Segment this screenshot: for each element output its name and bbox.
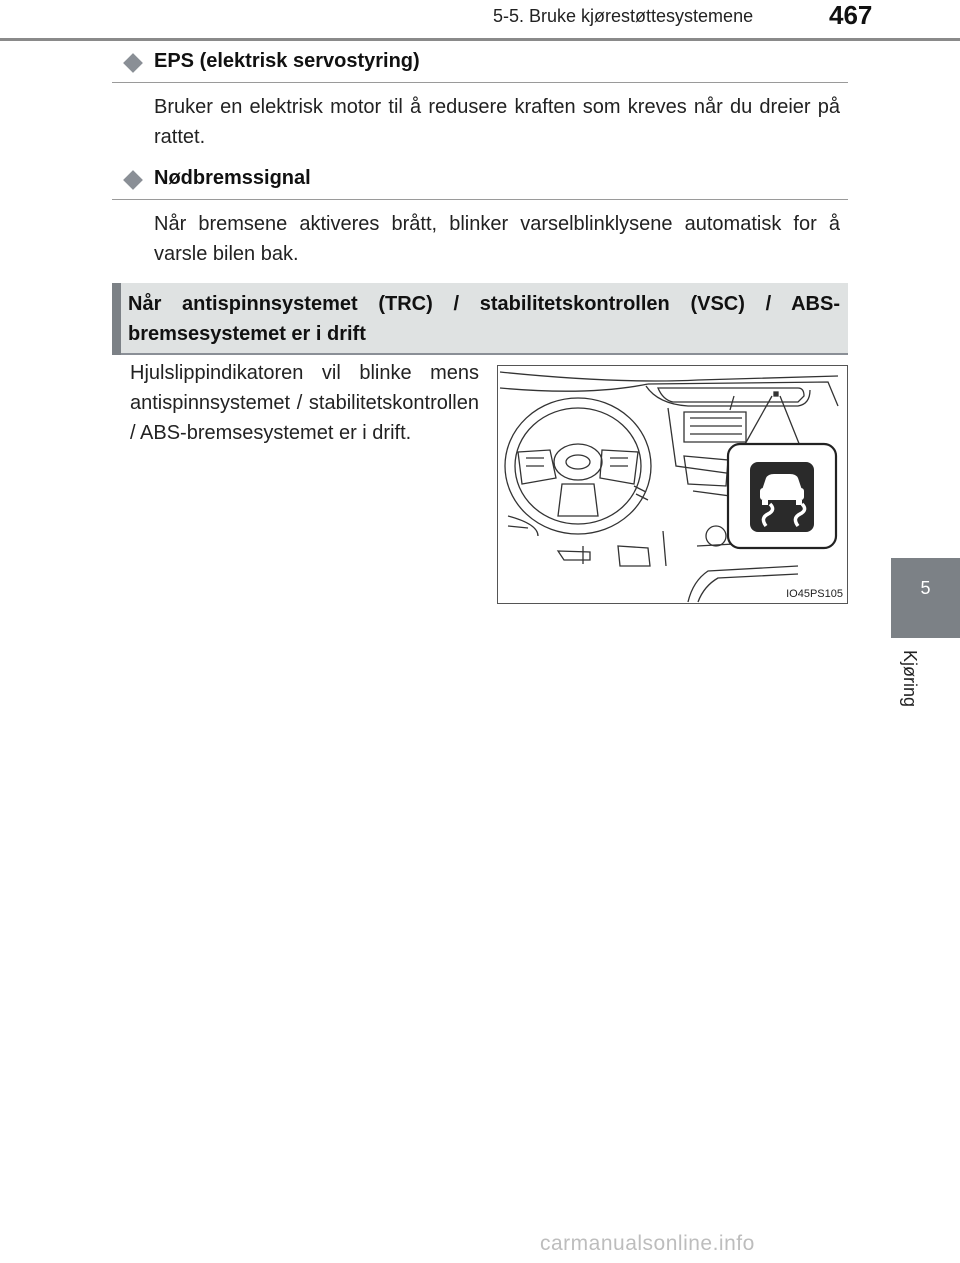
indicator-paragraph: Hjulslippindikatoren vil blinke mens antispinnsystemet / stabilitetskontrollen / ABS-bremsesystemet er i drift. <box>130 362 479 444</box>
illustration-code: IO45PS105 <box>786 588 843 600</box>
eps-paragraph: Bruker en elektrisk motor til å redusere kraften som kreves når du dreier på rattet. <box>154 96 840 148</box>
diamond-bullet-icon <box>123 53 143 73</box>
heading-text: EPS (elektrisk servostyring) <box>154 50 420 72</box>
chapter-tab-label: Kjøring <box>900 650 920 708</box>
dashboard-drawing <box>498 366 847 603</box>
watermark: carmanualsonline.info <box>540 1232 755 1255</box>
subsection-banner <box>112 283 848 355</box>
heading-text: Nødbremssignal <box>154 167 311 189</box>
section-heading-eps <box>112 50 848 83</box>
diamond-bullet-icon <box>123 170 143 190</box>
banner-accent-bar <box>112 283 121 355</box>
header-rule <box>0 38 960 41</box>
dashboard-illustration <box>497 365 848 604</box>
header-section-title: 5-5. Bruke kjørestøttesystemene <box>493 6 754 26</box>
banner-title: Når antispinnsystemet (TRC) / stabilitetskontrollen (VSC) / ABS-bremsesystemet er i drift <box>128 293 840 345</box>
emergency-brake-paragraph: Når bremsene aktiveres brått, blinker varselblinklysene automatisk for å varsle bilen bak. <box>154 213 840 265</box>
chapter-tab-number: 5 <box>920 578 931 598</box>
slip-indicator-icon <box>750 462 814 532</box>
page-number: 467 <box>829 0 873 30</box>
section-heading-emergency-brake-signal <box>112 167 848 200</box>
